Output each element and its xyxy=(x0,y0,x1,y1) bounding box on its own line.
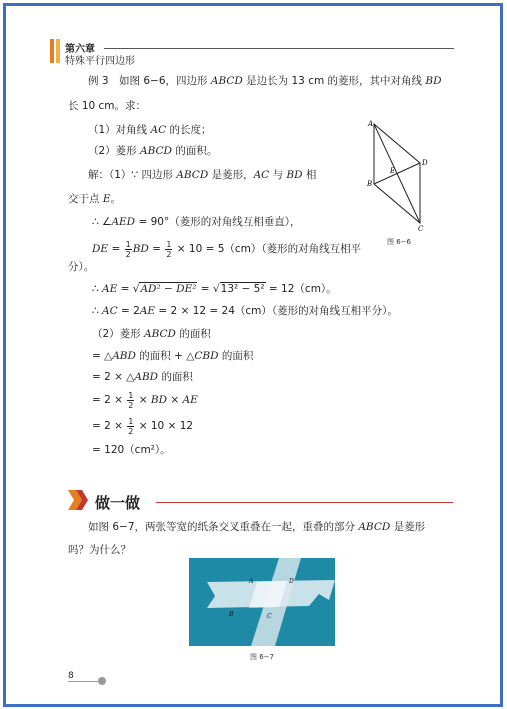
activity-text-line-1: 如图 6−7，两张等宽的纸条交叉重叠在一起，重叠的部分 ABCD 是菱形 xyxy=(88,521,426,533)
fraction-half: $\frac{1}{2}$ xyxy=(128,390,134,410)
activity-chevron-icon xyxy=(66,486,94,514)
solution-area-step-4: = 2 × $\frac{1}{2}$ × 10 × 12 xyxy=(92,416,194,436)
section-title: 特殊平行四边形 xyxy=(65,56,135,67)
header-accent-bar-light xyxy=(56,39,60,63)
photo-label-a: A xyxy=(249,578,254,585)
activity-text-line-2: 吗？为什么？ xyxy=(68,544,131,556)
header-rule xyxy=(104,48,454,49)
solution-line-1: 解：（1）∵ 四边形 ABCD 是菱形，AC 与 BD 相 xyxy=(88,169,317,181)
diagonal-bd xyxy=(374,163,420,184)
question-1: （1）对角线 AC 的长度； xyxy=(88,124,212,136)
fraction-half: $\frac{1}{2}$ xyxy=(125,239,131,259)
point-label-a: A xyxy=(368,120,374,128)
page-number-rule xyxy=(68,681,98,682)
activity-rule xyxy=(156,502,453,503)
header-accent-bar xyxy=(50,39,54,63)
question-2: （2）菱形 ABCD 的面积。 xyxy=(88,145,218,157)
figure-6-7-caption: 图 6−7 xyxy=(250,653,274,661)
example-intro-line-2: 长 10 cm。求： xyxy=(68,100,147,112)
example-intro-line-1: 例 3 如图 6−6，四边形 ABCD 是边长为 13 cm 的菱形，其中对角线 BD xyxy=(88,75,442,87)
solution-de-line: DE = $\frac{1}{2}$ BD = $\frac{1}{2}$ × 10 = 5（cm）（菱形的对角线互相平 xyxy=(92,239,362,259)
solution-line-2: 交于点 E。 xyxy=(68,193,122,205)
fraction-half: $\frac{1}{2}$ xyxy=(128,416,134,436)
point-label-c: C xyxy=(418,225,424,233)
solution-angle-line: ∴ ∠AED = 90°（菱形的对角线互相垂直）， xyxy=(92,216,301,228)
page-frame xyxy=(3,3,503,707)
activity-title: 做一做 xyxy=(95,494,141,512)
solution-ac-line: ∴ AC = 2AE = 2 × 12 = 24（cm）（菱形的对角线互相平分）。 xyxy=(92,305,398,317)
point-label-d: D xyxy=(422,159,428,167)
page-content xyxy=(6,6,500,704)
paper-strips-illustration xyxy=(189,558,335,646)
figure-6-6-rhombus xyxy=(364,118,434,233)
chapter-label: 第六章 xyxy=(65,44,95,55)
solution-area-step-2: = 2 × △ABD 的面积 xyxy=(92,371,193,383)
photo-label-d: D xyxy=(289,578,294,585)
solution-area-title: （2）菱形 ABCD 的面积 xyxy=(92,328,211,340)
solution-area-step-1: = △ABD 的面积 + △CBD 的面积 xyxy=(92,350,254,362)
page-number: 8 xyxy=(68,671,74,681)
point-label-e: E xyxy=(390,167,396,175)
solution-ae-line: ∴ AE = √AD² − DE² = √13² − 5² = 12（cm）。 xyxy=(92,283,337,295)
point-label-b: B xyxy=(367,180,373,188)
solution-area-result: = 120（cm²）。 xyxy=(92,444,171,456)
figure-6-7-photo xyxy=(189,558,335,646)
figure-6-6-caption: 图 6−6 xyxy=(387,238,411,246)
solution-de-line-cont: 分）。 xyxy=(68,261,95,273)
solution-area-step-3: = 2 × $\frac{1}{2}$ × BD × AE xyxy=(92,390,198,410)
photo-label-b: B xyxy=(229,611,234,618)
fraction-half: $\frac{1}{2}$ xyxy=(166,239,172,259)
page-number-dot xyxy=(98,677,106,685)
photo-label-c: C xyxy=(267,613,272,620)
